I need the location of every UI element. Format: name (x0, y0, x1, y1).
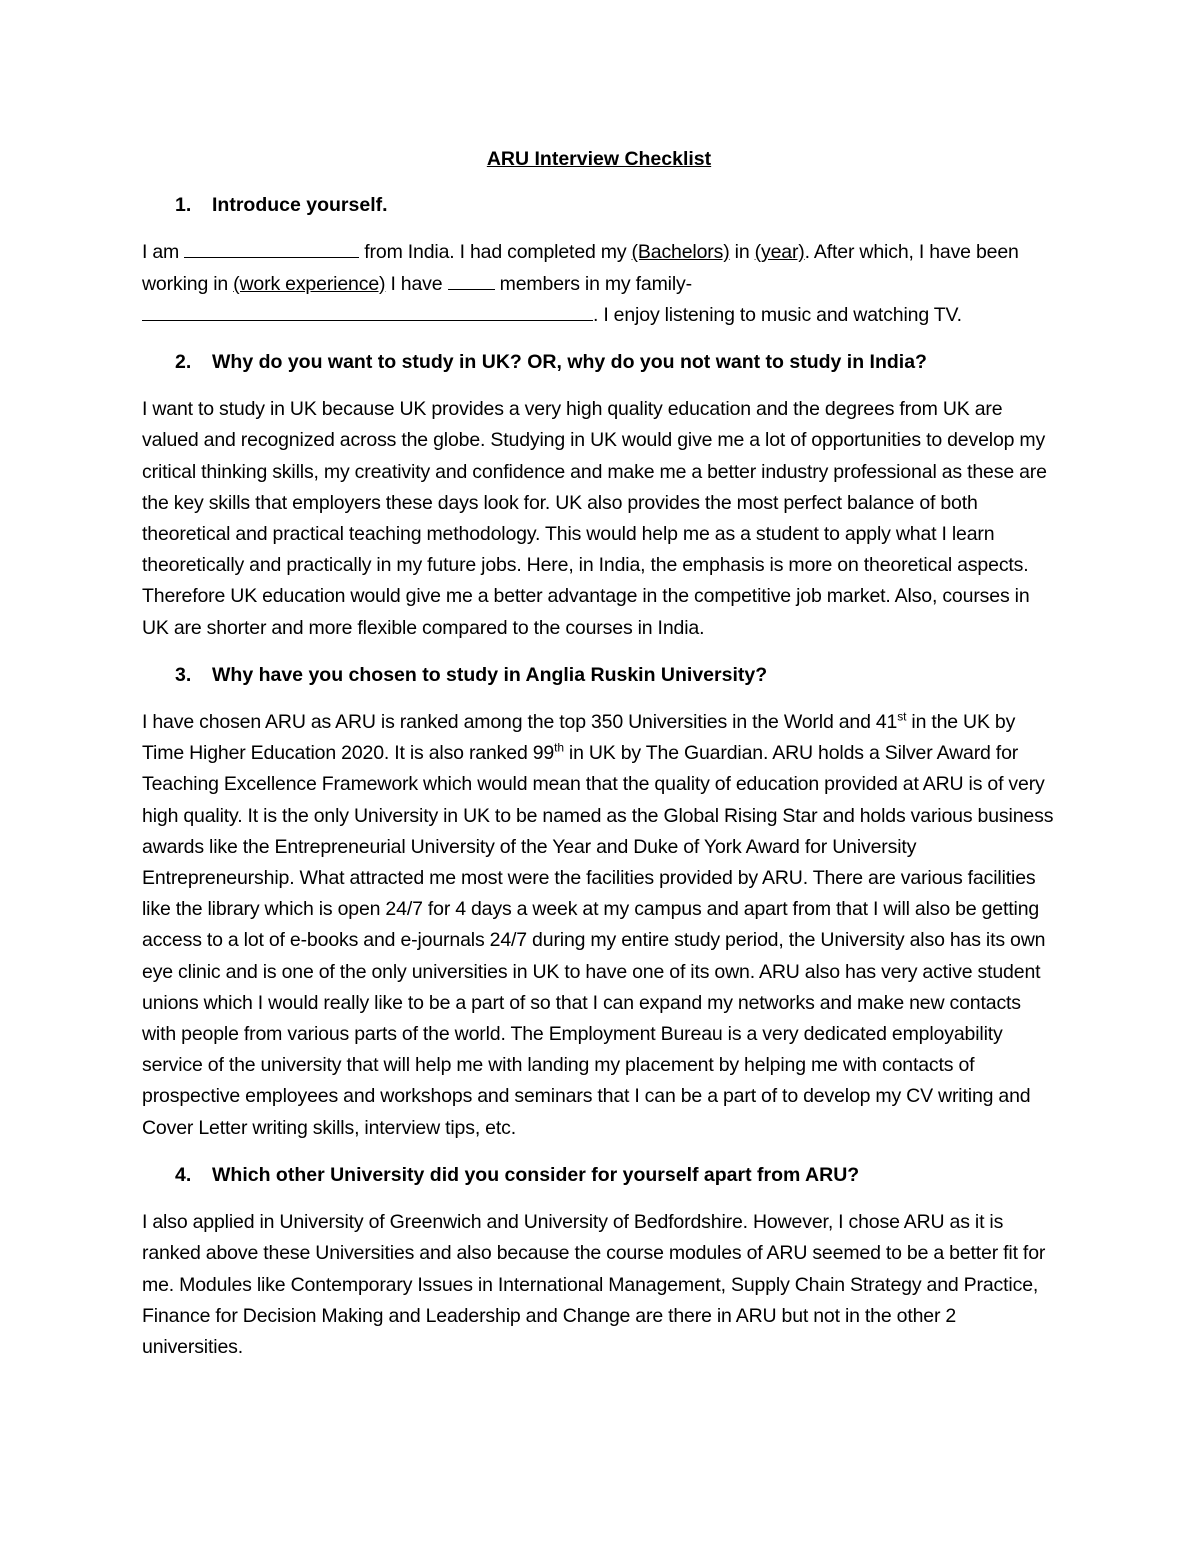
answer-text: from India. I had completed my (359, 241, 632, 264)
question-text: Introduce yourself. (212, 194, 388, 217)
question-2 (142, 347, 1056, 378)
ordinal-suffix: st (897, 709, 907, 724)
answer-text: . I enjoy listening to music and watching TV. (593, 303, 962, 326)
question-3 (142, 660, 1056, 691)
question-1 (142, 190, 1056, 221)
members-blank (448, 271, 495, 290)
page-title: ARU Interview Checklist (486, 148, 712, 170)
question-number: 1. (175, 194, 192, 217)
question-4 (142, 1160, 1056, 1191)
question-number: 3. (175, 663, 192, 686)
work-placeholder: (work experience) (233, 272, 386, 295)
year-placeholder: (year) (754, 241, 805, 264)
question-text: Why do you want to study in UK? OR, why do you not want to study in India? (212, 351, 927, 374)
answer-text: in UK by The Guardian. ARU holds a Silver Award for Teaching Excellence Framework which would mean that the quality of education provided at ARU is of very high quality. It is the only University in UK to be named as the Global Rising Star and holds various business awards like the Entrepreneurial University of the Year and Duke of York Award for University Entrepreneurship. What attracted me most were the facilities provided by ARU. There are various facilities like the library which is open 24/7 for 4 days a week at my campus and apart from that I will also be getting access to a lot of e-books and e-journals 24/7 during my entire study period, the University also has its own eye clinic and is one of the only universities in UK to have one of its own. ARU also has very active student unions which I would really like to be a part of so that I can expand my networks and make new contacts with people from various parts of the world. The Employment Bureau is a very dedicated employability service of the university that will help me with landing my placement by helping me with contacts of prospective employees and workshops and seminars that I can be a part of to develop my CV writing and Cover Letter writing skills, interview tips, etc. (142, 742, 1054, 1139)
question-text: Why have you chosen to study in Anglia Ruskin University? (212, 663, 768, 686)
bachelors-placeholder: (Bachelors) (631, 241, 730, 264)
question-number: 4. (175, 1163, 192, 1186)
family-blank (142, 302, 593, 321)
answer-text: I am (142, 241, 185, 264)
answer-3 (142, 707, 1056, 1144)
question-number: 2. (175, 351, 192, 374)
answer-text: members in my family- (494, 272, 692, 295)
answer-text: . After which, I have been working in (142, 241, 1019, 295)
name-blank (184, 239, 359, 258)
answer-text: I have chosen ARU as ARU is ranked among the top 350 Universities in the World and 41 (142, 711, 898, 734)
answer-text: I have (385, 272, 448, 295)
answer-text: in the UK by Time Higher Education 2020. It is also ranked 99 (142, 711, 1016, 765)
ordinal-suffix: th (554, 740, 564, 755)
answer-1 (142, 237, 1056, 331)
answer-4: I also applied in University of Greenwich and University of Bedfordshire. However, I chose ARU as it is ranked above these Universities and also because the course modules of ARU seemed to be a better fit for me. Modules like Contemporary Issues in International Management, Supply Chain Strategy and Practice, Finance for Decision Making and Leadership and Change are there in ARU but not in the other 2 universities. (142, 1211, 1046, 1358)
answer-text: in (729, 241, 755, 264)
question-text: Which other University did you consider for yourself apart from ARU? (212, 1163, 860, 1186)
answer-2: I want to study in UK because UK provides a very high quality education and the degrees from UK are valued and recognized across the globe. Studying in UK would give me a lot of opportunities to develop my critical thinking skills, my creativity and confidence and make me a better industry professional as these are the key skills that employers these days look for. UK also provides the most perfect balance of both theoretical and practical teaching methodology. This would help me as a student to apply what I learn theoretically and practically in my future jobs. Here, in India, the emphasis is more on theoretical aspects. Therefore UK education would give me a better advantage in the competitive job market. Also, courses in UK are shorter and more flexible compared to the courses in India. (142, 398, 1047, 639)
